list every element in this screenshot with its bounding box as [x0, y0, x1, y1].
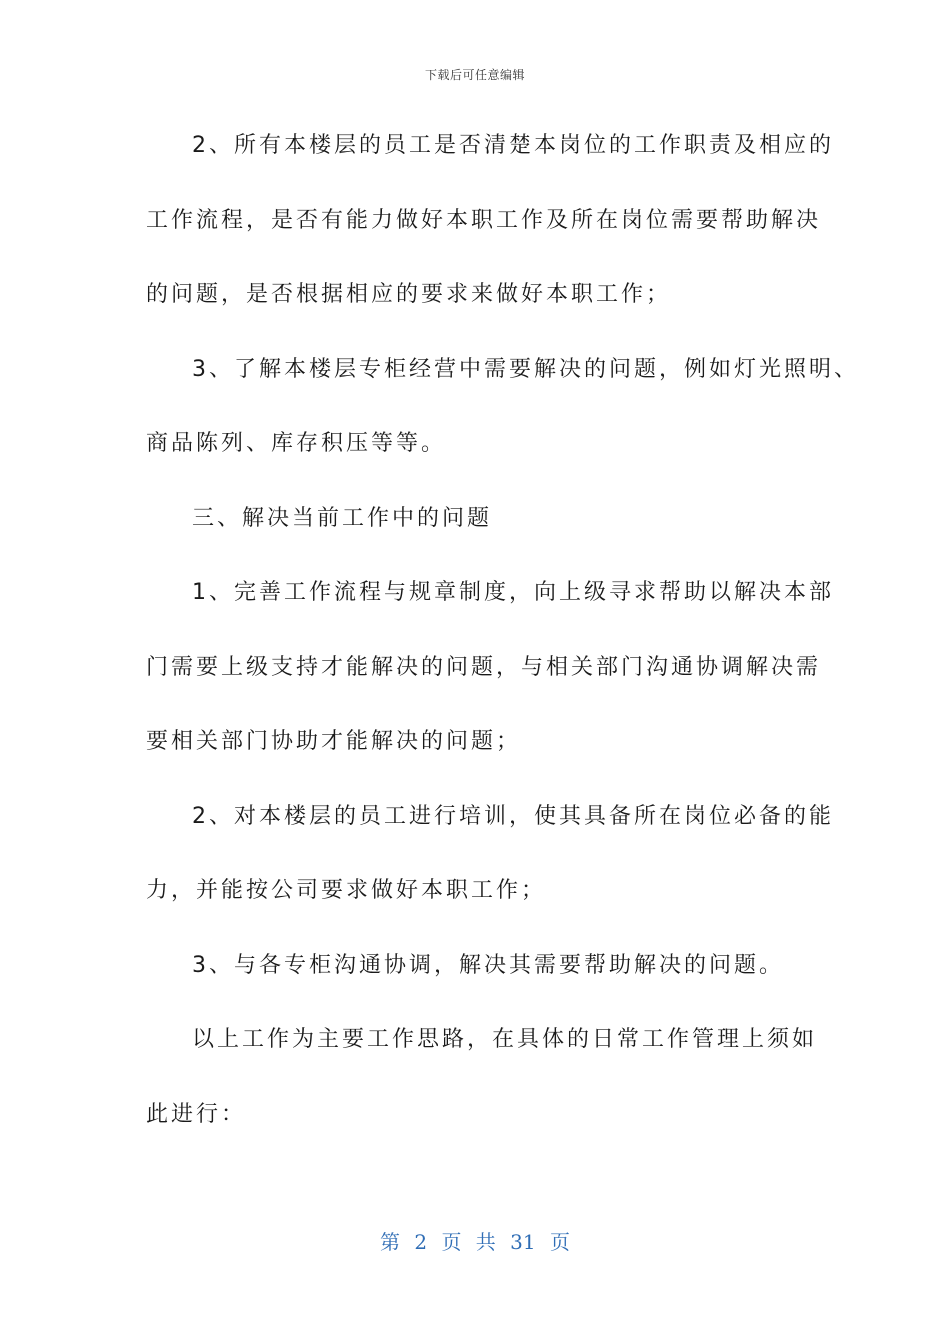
paragraph-line: 商品陈列、库存积压等等。	[146, 431, 447, 456]
paragraph-line: 力，并能按公司要求做好本职工作；	[146, 878, 547, 903]
paragraph-line: 工作流程，是否有能力做好本职工作及所在岗位需要帮助解决	[146, 207, 822, 233]
document-body	[146, 122, 859, 1165]
paragraph-line: 的问题，是否根据相应的要求来做好本职工作；	[146, 282, 672, 307]
paragraph-line: 以上工作为主要工作思路，在具体的日常工作管理上须如	[192, 1027, 818, 1052]
header-note: 下载后可任意编辑	[424, 68, 525, 82]
paragraph-line: 3、了解本楼层专柜经营中需要解决的问题，例如灯光照明、	[192, 356, 859, 382]
paragraph-line: 2、对本楼层的员工进行培训，使其具备所在岗位必备的能	[192, 803, 834, 829]
paragraph-line: 1、完善工作流程与规章制度，向上级寻求帮助以解决本部	[192, 580, 834, 605]
paragraph-line: 要相关部门协助才能解决的问题；	[146, 729, 522, 754]
paragraph-line: 门需要上级支持才能解决的问题，与相关部门沟通协调解决需	[146, 654, 822, 680]
paragraph-line: 2、所有本楼层的员工是否清楚本岗位的工作职责及相应的	[192, 133, 834, 158]
section-heading: 三、解决当前工作中的问题	[192, 505, 493, 531]
paragraph-line: 此进行：	[146, 1101, 247, 1127]
paragraph-line: 3、与各专柜沟通协调，解决其需要帮助解决的问题。	[192, 952, 784, 978]
page-number-footer: 第 2 页 共 31 页	[380, 1230, 570, 1254]
